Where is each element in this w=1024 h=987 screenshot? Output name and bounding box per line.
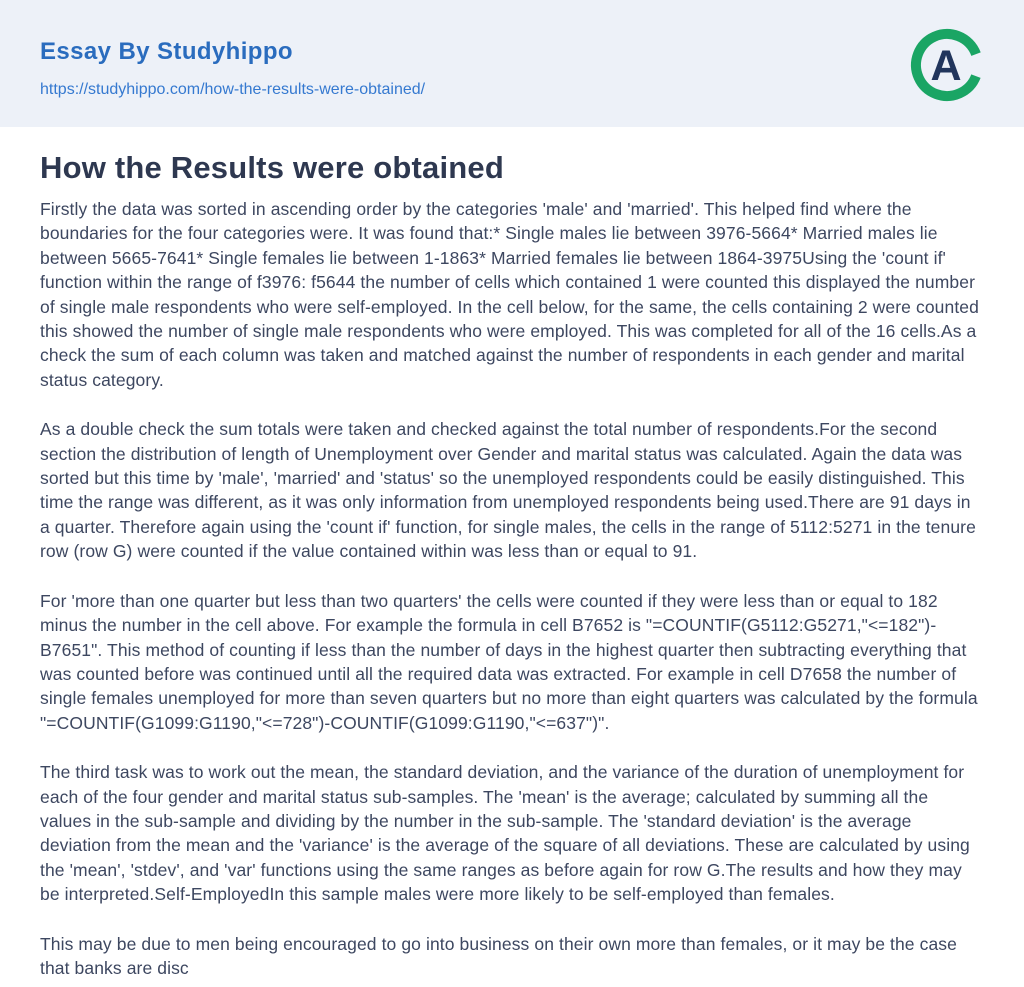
article-content <box>0 127 1024 980</box>
paragraph-3: For 'more than one quarter but less than two quarters' the cells were counted if they were less than or equal to 182 minus the number in the cell above. For example the formula in cell B7652 is "=COUNTIF(G5112:G5271,"<=182")-B7651". This method of counting if less than the number of days in the highest quarter then subtracting everything that was counted before was continued until all the required data was extracted. For example in cell D7658 the number of single females unemployed for more than seven quarters but no more than eight quarters was calculated by the formula "=COUNTIF(G1099:G1190,"<=728")-COUNTIF(G1099:G1190,"<=637")". <box>40 590 978 733</box>
page-title: How the Results were obtained <box>40 150 504 185</box>
paragraph-4: The third task was to work out the mean, the standard deviation, and the variance of the duration of unemployment for each of the four gender and marital status sub-samples. The 'mean' is the average; calculated by summing all the values in the sub-sample and dividing by the number in the sub-sample. The 'standard deviation' is the average deviation from the mean and the 'variance' is the average of the square of all deviations. These are calculated by using the 'mean', 'stdev', and 'var' functions using the same ranges as before again for row G.The results and how they may be interpreted.Self-EmployedIn this sample males were more likely to be self-employed than females. <box>40 762 970 905</box>
byline: Essay By Studyhippo <box>40 38 293 65</box>
source-url-link[interactable]: https://studyhippo.com/how-the-results-were-obtained/ <box>40 81 426 98</box>
studyhippo-logo-icon <box>908 26 986 104</box>
paragraph-2: As a double check the sum totals were taken and checked against the total number of respondents.For the second section the distribution of length of Unemployment over Gender and marital status was calculated. Again the data was sorted but this time by 'male', 'married' and 'status' so the unemployed respondents could be easily distinguished. This time the range was different, as it was only information from unemployed respondents being used.There are 91 days in a quarter. Therefore again using the 'count if' function, for single males, the cells in the range of 5112:5271 in the tenure row (row G) were counted if the value contained within was less than or equal to 91. <box>40 419 976 562</box>
paragraph-5: This may be due to men being encouraged to go into business on their own more than females, or it may be the case that banks are disc <box>40 933 957 978</box>
paragraph-1: Firstly the data was sorted in ascending order by the categories 'male' and 'married'. This helped find where the boundaries for the four categories were. It was found that:* Single males lie between 3976-5664* Married males lie between 5665-7641* Single females lie between 1-1863* Married females lie between 1864-3975Using the 'count if' function within the range of f3976: f5644 the number of cells which contained 1 were counted this displayed the number of single male respondents who were self-employed. In the cell below, for the same, the cells containing 2 were counted this showed the number of single male respondents who were employed. This was completed for all of the 16 cells.As a check the sum of each column was taken and matched against the number of respondents in each gender and marital status category. <box>40 199 979 390</box>
header-text-block <box>40 34 425 99</box>
logo-letter: A <box>930 42 962 90</box>
studyhippo-logo <box>908 26 986 104</box>
page-header <box>0 0 1024 127</box>
